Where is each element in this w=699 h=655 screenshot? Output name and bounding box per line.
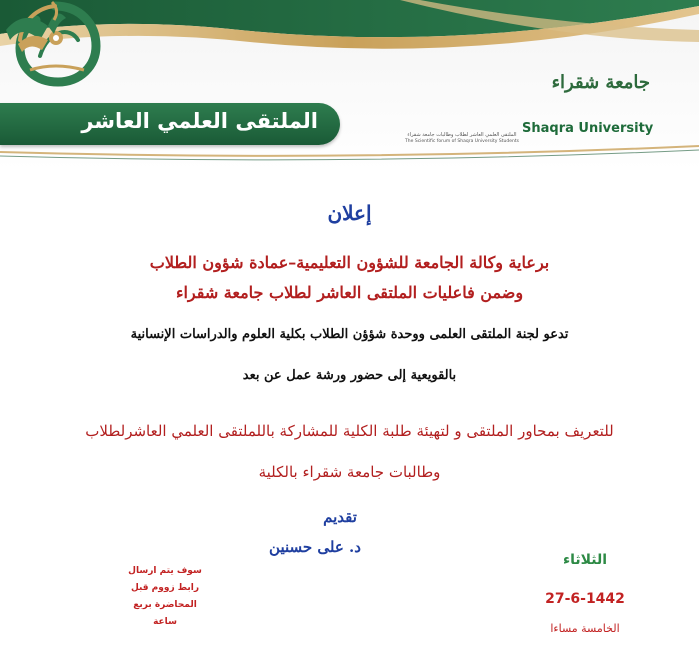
invite-line-2: بالقويعية إلى حضور ورشة عمل عن بعد: [242, 368, 457, 383]
event-banner: [0, 103, 340, 145]
header: [0, 0, 699, 170]
note-line: المحاضرة بربع: [133, 600, 197, 610]
sponsor-line-1: برعاية وكالة الجامعة للشؤون التعليمية–عمادة شؤون الطلاب: [149, 253, 550, 272]
note-line: رابط زووم قبل: [130, 583, 200, 593]
forum-logo-name-en: The Scientific forum of Shaqra University Students: [405, 139, 519, 144]
event-time: الخامسة مساءا: [550, 622, 620, 635]
purpose-line-1: للتعريف بمحاور الملتقى و لتهيئة طلبة الكلية للمشاركة باللملتقى العلمي العاشرلطلاب: [85, 422, 614, 440]
announcement-title: إعلان: [327, 201, 372, 225]
invite-line-1: تدعو لجنة الملتقى العلمى ووحدة شؤؤن الطلاب بكلية العلوم والدراسات الإنسانية: [130, 327, 569, 342]
event-day: الثلاثاء: [562, 552, 608, 568]
purpose-line-2: وطالبات جامعة شقراء بالكلية: [258, 463, 441, 481]
presenter-label: تقديم: [323, 508, 357, 526]
event-date: 27-6-1442: [545, 591, 625, 607]
university-name-ar: جامعة شقراء: [551, 72, 650, 93]
sponsor-line-2: وضمن فاعليات الملتقى العاشر لطلاب جامعة شقراء: [175, 283, 524, 302]
university-name-en: Shaqra University: [522, 121, 654, 136]
note-line: سوف يتم ارسال: [128, 566, 202, 576]
presenter-name: د. على حسنين: [269, 538, 361, 556]
event-banner-text: الملتقى العلمي العاشر: [81, 109, 318, 133]
forum-logo-name-ar: الملتقى العلمي العاشر لطلاب وطالبات جامعة شقراء: [407, 132, 517, 138]
university-logo-icon: [0, 0, 118, 60]
note-line: ساعة: [153, 617, 177, 627]
